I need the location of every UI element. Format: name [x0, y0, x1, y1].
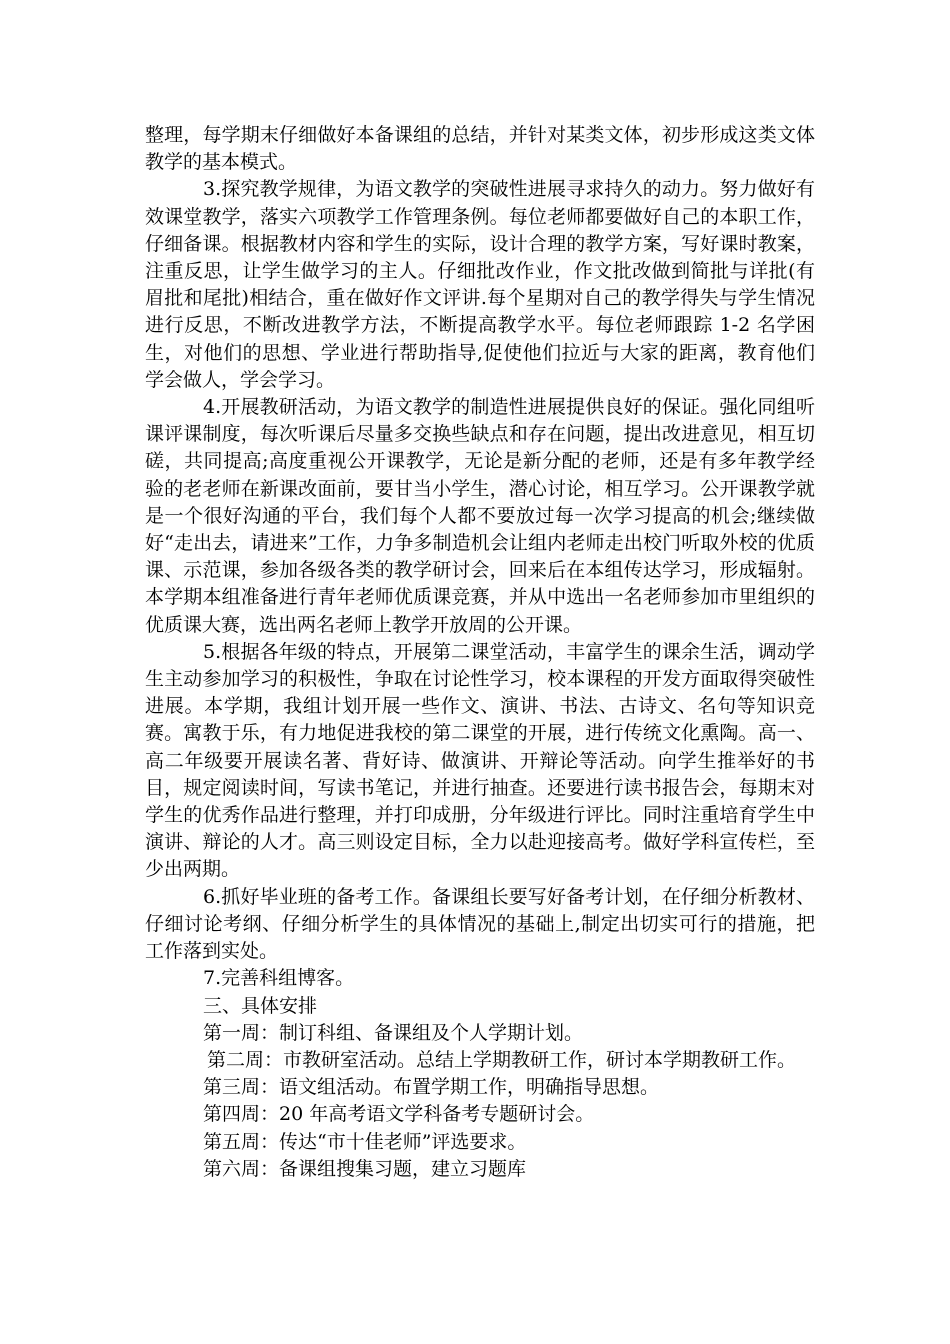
schedule-week-1: 第一周：制订科组、备课组及个人学期计划。: [203, 1021, 584, 1044]
paragraph-item-3: 3.探究教学规律，为语文教学的突破性进展寻求持久的动力。努力做好有效课堂教学，落实六项教学工作管理条例。每位老师都要做好自己的本职工作，仔细备课。根据教材内容和学生的实际，设计合理的教学方案，写好课时教案，注重反思，让学生做学习的主人。仔细批改作业，作文批改做到简批与详批(有眉批和尾批)相结合，重在做好作文评讲.每个星期对自己的教学得失与学生情况进行反思，不断改进教学方法，不断提高教学水平。每位老师跟踪 1-2 名学困生，对他们的思想、学业进行帮助指导,促使他们拉近与大家的距离，教育他们学会做人，学会学习。: [145, 178, 815, 391]
schedule-week-3: 第三周：语文组活动。布置学期工作，明确指导思想。: [203, 1076, 660, 1099]
paragraph-summary-continuation: 整理，每学期末仔细做好本备课组的总结，并针对某类文体，初步形成这类文体教学的基本模式。: [145, 124, 815, 174]
schedule-week-2: 第二周：市教研室活动。总结上学期教研工作，研讨本学期教研工作。: [207, 1048, 797, 1071]
paragraph-item-5: 5.根据各年级的特点，开展第二课堂活动，丰富学生的课余生活，调动学生主动参加学习的积极性，争取在讨论性学习，校本课程的开发方面取得突破性进展。本学期，我组计划开展一些作文、演讲、书法、古诗文、名句等知识竞赛。寓教于乐，有力地促进我校的第二课堂的开展，进行传统文化熏陶。高一、高二年级要开展读名著、背好诗、做演讲、开辩论等活动。向学生推举好的书目，规定阅读时间，写读书笔记，并进行抽查。还要进行读书报告会，每期末对学生的优秀作品进行整理，并打印成册，分年级进行评比。同时注重培育学生中演讲、辩论的人才。高三则设定目标，全力以赴迎接高考。做好学科宣传栏，至少出两期。: [145, 640, 815, 881]
schedule-week-5: 第五周：传达“市十佳老师”评选要求。: [203, 1130, 527, 1153]
paragraph-item-7: 7.完善科组博客。: [203, 967, 355, 990]
paragraph-item-6: 6.抓好毕业班的备考工作。备课组长要写好备考计划，在仔细分析教材、仔细讨论考纲、仔细分析学生的具体情况的基础上,制定出切实可行的措施，把工作落到实处。: [145, 885, 815, 963]
schedule-week-4: 第四周：20 年高考语文学科备考专题研讨会。: [203, 1103, 595, 1126]
paragraph-item-4: 4.开展教研活动，为语文教学的制造性进展提供良好的保证。强化同组听课评课制度，每次听课后尽量多交换些缺点和存在问题，提出改进意见，相互切磋，共同提高;高度重视公开课教学，无论是新分配的老师，还是有多年教学经验的老老师在新课改面前，要甘当小学生，潜心讨论，相互学习。公开课教学就是一个很好沟通的平台，我们每个人都不要放过每一次学习提高的机会;继续做好“走出去，请进来”工作，力争多制造机会让组内老师走出校门听取外校的优质课、示范课，参加各级各类的教学研讨会，回来后在本组传达学习，形成辐射。本学期本组准备进行青年老师优质课竞赛，并从中选出一名老师参加市里组织的优质课大赛，选出两名老师上教学开放周的公开课。: [145, 396, 815, 636]
schedule-week-6: 第六周：备课组搜集习题，建立习题库: [203, 1157, 527, 1180]
document-page: [145, 122, 815, 1183]
section-heading-schedule: 三、具体安排: [203, 994, 318, 1017]
